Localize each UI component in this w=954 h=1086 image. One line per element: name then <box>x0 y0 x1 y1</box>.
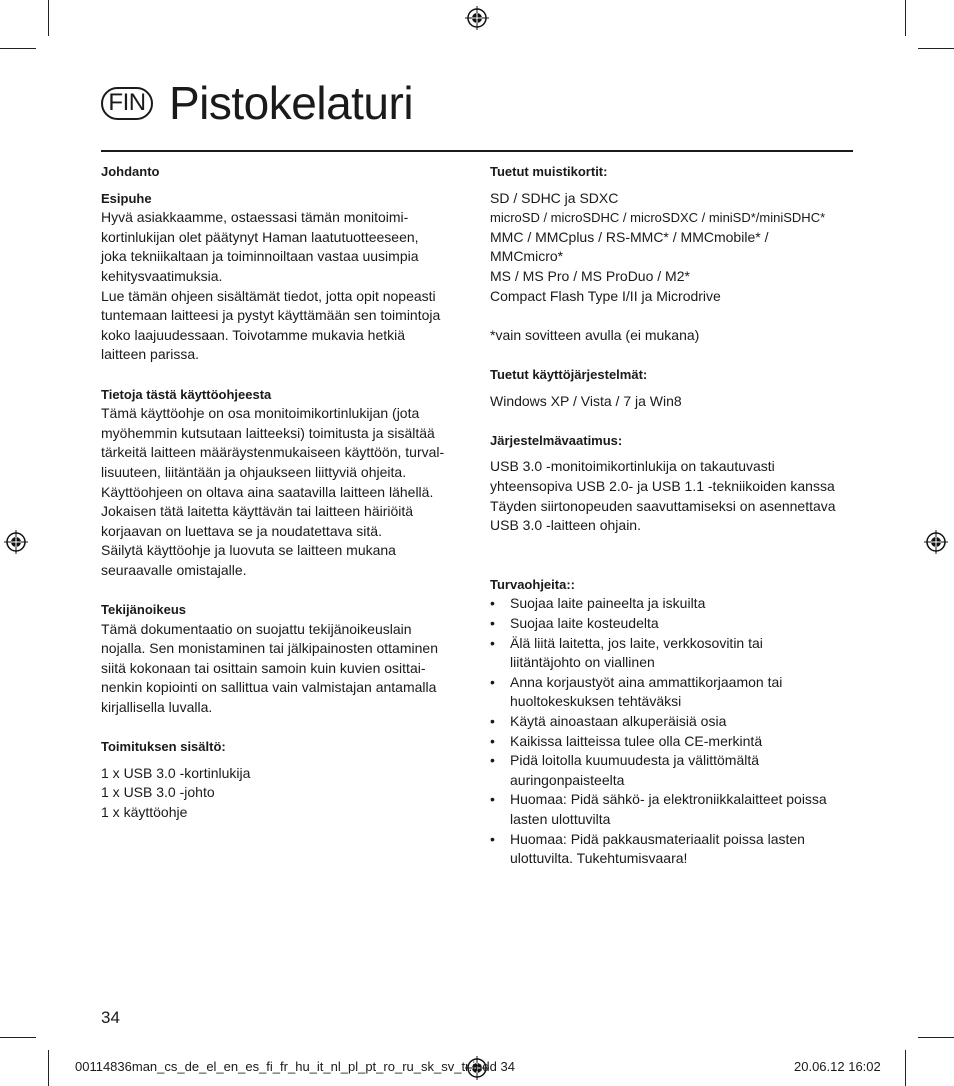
text-line: Jokaisen tätä laitetta käyttävän tai laitteen häiriöitä <box>101 503 414 520</box>
crop-mark-bottom-right-h <box>918 1037 954 1038</box>
about-text <box>101 404 471 580</box>
text-line: Compact Flash Type I/II ja Microdrive <box>490 287 721 304</box>
print-slug-date: 20.06.12 16:02 <box>794 1059 881 1074</box>
list-item: • Anna korjaustyöt aina ammattikorjaamon tai huoltokeskuksen tehtäväksi <box>490 673 860 712</box>
cards-list <box>490 189 860 346</box>
safety-heading: Turvaohjeita:: <box>490 576 575 592</box>
preface-text <box>101 208 471 365</box>
list-item: • Pidä loitolla kuumuudesta ja välittömältä auringonpaisteelta <box>490 751 860 790</box>
text-line: Käyttöohjeen on oltava aina saatavilla laitteen lähellä. <box>101 483 434 500</box>
registration-mark-top-icon <box>465 6 489 30</box>
list-item: • Huomaa: Pidä sähkö- ja elektroniikkalaitteet poissa lasten ulottuvilta <box>490 790 860 829</box>
text-line: tärkeitä laitteen määräystenmukaiseen käyttöön, turval- <box>101 444 445 461</box>
crop-mark-bottom-left-v <box>48 1050 49 1086</box>
text-line: Tämä dokumentaatio on suojattu tekijänoikeuslain <box>101 620 412 637</box>
contents-list <box>101 764 471 823</box>
list-item: • Suojaa laite paineelta ja iskuilta <box>490 594 860 614</box>
safety-list <box>490 594 860 868</box>
list-item: 1 x USB 3.0 -kortinlukija <box>101 764 251 781</box>
text-line: lisuuteen, liitäntään ja ohjaukseen liittyviä ohjeita. <box>101 463 407 480</box>
print-slug-file: 00114836man_cs_de_el_en_es_fi_fr_hu_it_nl_pl_pt_ro_ru_sk_sv_tr.indd 34 <box>75 1059 515 1074</box>
crop-mark-top-right-h <box>918 48 954 49</box>
text-line: kehitysvaatimuksia. <box>101 267 223 284</box>
crop-mark-top-left-v <box>48 0 49 36</box>
contents-heading: Toimituksen sisältö: <box>101 739 226 755</box>
text-line: Säilytä käyttöohje ja luovuta se laitteen mukana <box>101 542 396 559</box>
about-heading: Tietoja tästä käyttöohjeesta <box>101 386 272 402</box>
text-line: USB 3.0 -monitoimikortinlukija on takautuvasti <box>490 458 775 475</box>
text-line: koko laajuudessaan. Toivotamme mukavia hetkiä <box>101 326 406 343</box>
language-badge: FIN <box>101 87 153 120</box>
list-item: 1 x USB 3.0 -johto <box>101 784 215 801</box>
registration-mark-left-icon <box>4 530 28 554</box>
text-line: nenkin kopiointi on sallittua vain valmistajan antamalla <box>101 679 437 696</box>
text-line: siitä kokonaan tai osittain samoin kuin kuvien osittai- <box>101 659 426 676</box>
list-item: • Kaikissa laitteissa tulee olla CE-merkintä <box>490 732 860 752</box>
list-item: • Huomaa: Pidä pakkausmateriaalit poissa lasten ulottuvilta. Tukehtumisvaara! <box>490 830 860 869</box>
text-line: laitteen parissa. <box>101 346 200 363</box>
text-line: Lue tämän ohjeen sisältämät tiedot, jotta opit nopeasti <box>101 287 436 304</box>
crop-mark-bottom-right-v <box>905 1050 906 1086</box>
copyright-heading: Tekijänoikeus <box>101 602 187 618</box>
intro-heading: Johdanto <box>101 164 160 179</box>
text-line: myöhemmin kutsutaan laitteeksi) toimitusta ja sisältää <box>101 424 435 441</box>
cards-heading: Tuetut muistikortit: <box>490 164 608 179</box>
text-line: korjaavan on luettava se ja noudatettava sitä. <box>101 522 382 539</box>
page-title: Pistokelaturi <box>169 77 414 129</box>
os-list: Windows XP / Vista / 7 ja Win8 <box>490 392 682 409</box>
text-line: yhteensopiva USB 2.0- ja USB 1.1 -tekniikoiden kanssa <box>490 477 835 494</box>
text-line: microSD / microSDHC / microSDXC / miniSD*/miniSDHC* <box>490 210 826 226</box>
copyright-text <box>101 620 471 718</box>
left-column <box>101 162 471 823</box>
text-line: SD / SDHC ja SDXC <box>490 189 619 206</box>
list-item: 1 x käyttöohje <box>101 804 188 820</box>
text-line: MMC / MMCplus / RS-MMC* / MMCmobile* / <box>490 228 769 245</box>
sysreq-heading: Järjestelmävaatimus: <box>490 432 623 448</box>
text-line: MS / MS Pro / MS ProDuo / M2* <box>490 267 690 284</box>
text-line: Tämä käyttöohje on osa monitoimikortinlukijan (jota <box>101 405 420 422</box>
page-header <box>101 77 414 129</box>
text-line: Hyvä asiakkaamme, ostaessasi tämän monitoimi- <box>101 209 409 226</box>
text-line: kortinlukijan olet päätynyt Haman laatutuotteeseen, <box>101 228 419 245</box>
text-line: USB 3.0 -laitteen ohjain. <box>490 517 641 534</box>
page-number: 34 <box>101 1008 120 1027</box>
list-item: • Älä liitä laitetta, jos laite, verkkosovitin tai liitäntäjohto on viallinen <box>490 634 860 673</box>
text-line: kirjallisella luvalla. <box>101 699 213 716</box>
text-line: joka tekniikaltaan ja toiminnoiltaan vastaa uusimpia <box>101 248 419 265</box>
right-column <box>490 162 860 869</box>
list-item: • Käytä ainoastaan alkuperäisiä osia <box>490 712 860 732</box>
text-line: seuraavalle omistajalle. <box>101 561 247 578</box>
list-item: • Suojaa laite kosteudelta <box>490 614 860 634</box>
preface-heading: Esipuhe <box>101 190 152 206</box>
footnote: *vain sovitteen avulla (ei mukana) <box>490 326 700 343</box>
crop-mark-top-left-h <box>0 48 36 49</box>
text-line: MMCmicro* <box>490 248 564 265</box>
os-heading: Tuetut käyttöjärjestelmät: <box>490 366 648 382</box>
text-line: nojalla. Sen monistaminen tai jälkipainosten ottaminen <box>101 640 438 657</box>
crop-mark-bottom-left-h <box>0 1037 36 1038</box>
text-line: tuntemaan laitteesi ja pystyt käyttämään sen toimintoja <box>101 307 441 324</box>
header-rule <box>101 150 853 152</box>
text-line: Täyden siirtonopeuden saavuttamiseksi on asennettava <box>490 497 836 514</box>
registration-mark-right-icon <box>924 530 948 554</box>
crop-mark-top-right-v <box>905 0 906 36</box>
sysreq-text <box>490 457 860 535</box>
